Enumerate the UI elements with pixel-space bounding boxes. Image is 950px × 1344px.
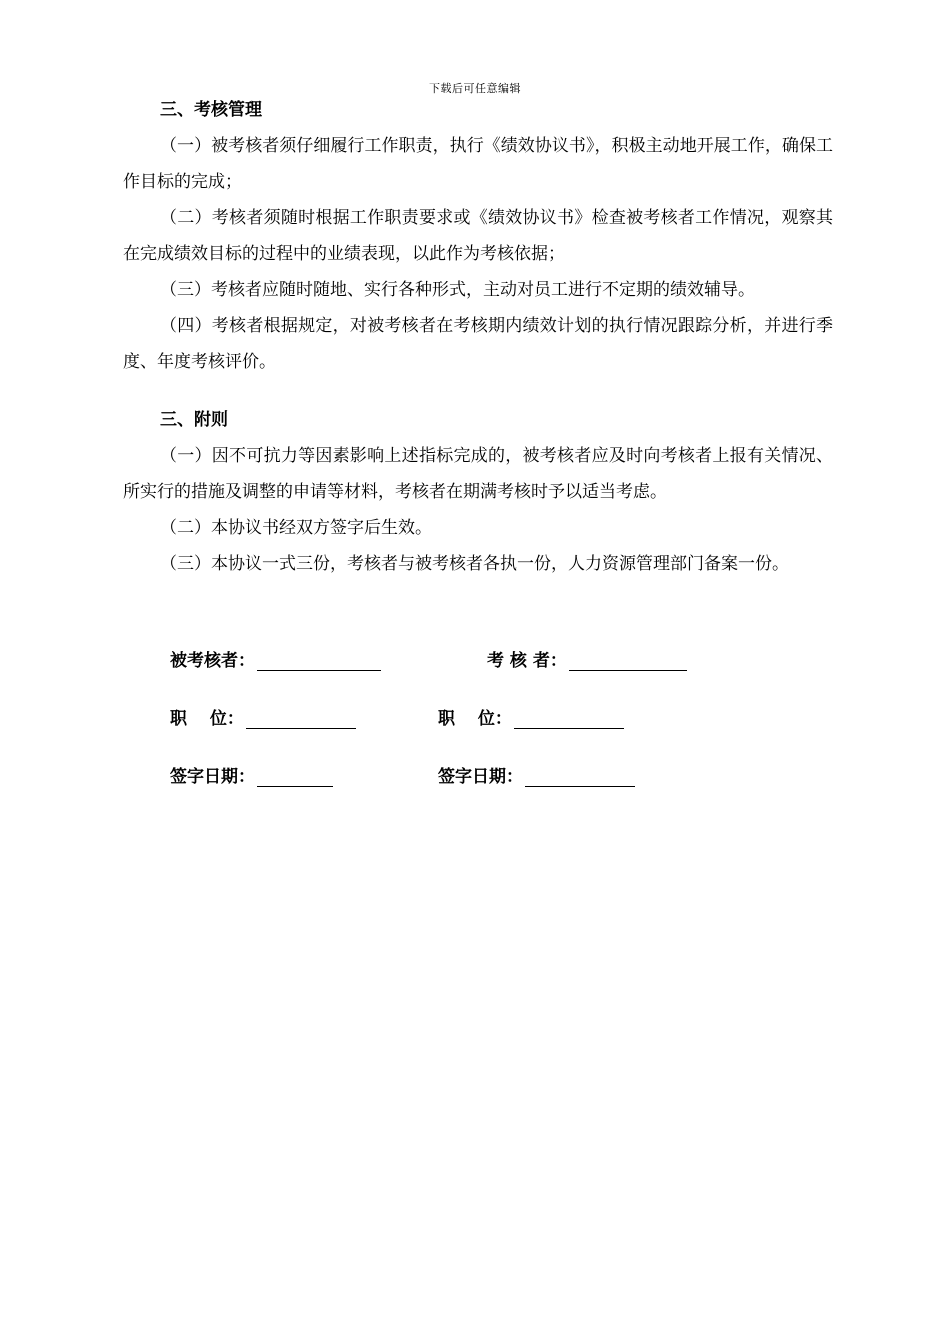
management-item-2: （二）考核者须随时根据工作职责要求或《绩效协议书》检查被考核者工作情况，观察其在完成绩效目标的过程中的业绩表现，以此作为考核依据；	[123, 208, 833, 264]
date-label-left: 签字日期：	[170, 767, 255, 787]
management-item-4: （四）考核者根据规定，对被考核者在考核期内绩效计划的执行情况跟踪分析，并进行季度、年度考核评价。	[123, 316, 833, 372]
signature-row-names	[170, 640, 770, 698]
assessee-signature	[170, 646, 381, 671]
signature-block	[170, 640, 770, 814]
date-label-right: 签字日期：	[438, 767, 523, 787]
header-note: 下载后可任意编辑	[429, 82, 521, 95]
assessor-position-blank-line[interactable]	[514, 712, 624, 729]
section-title-appendix: 三、附则	[160, 410, 228, 430]
assessor-date-blank-line[interactable]	[525, 770, 635, 787]
management-item-1: （一）被考核者须仔细履行工作职责，执行《绩效协议书》，积极主动地开展工作，确保工作目标的完成；	[123, 136, 833, 192]
assessor-date	[438, 762, 635, 787]
assessor-position	[438, 704, 624, 729]
assessee-label: 被考核者：	[170, 651, 255, 671]
management-item-3: （三）考核者应随时随地、实行各种形式，主动对员工进行不定期的绩效辅导。	[160, 280, 755, 300]
signature-row-positions	[170, 698, 770, 756]
section-spacer	[123, 380, 833, 402]
appendix-item-2: （二）本协议书经双方签字后生效。	[160, 518, 432, 538]
assessor-label: 考 核 者：	[487, 651, 567, 671]
assessor-blank-line[interactable]	[569, 654, 687, 671]
appendix-item-1: （一）因不可抗力等因素影响上述指标完成的，被考核者应及时向考核者上报有关情况、所实行的措施及调整的申请等材料，考核者在期满考核时予以适当考虑。	[123, 446, 833, 502]
signature-row-dates	[170, 756, 770, 814]
assessor-signature	[487, 646, 687, 671]
appendix-item-3: （三）本协议一式三份，考核者与被考核者各执一份，人力资源管理部门备案一份。	[160, 554, 789, 574]
section-title-management: 三、考核管理	[160, 100, 262, 120]
assessee-position-blank-line[interactable]	[246, 712, 356, 729]
position-label-left: 职 位：	[170, 709, 244, 729]
assessee-date	[170, 762, 333, 787]
assessee-position	[170, 704, 356, 729]
assessee-blank-line[interactable]	[257, 654, 381, 671]
assessee-date-blank-line[interactable]	[257, 770, 333, 787]
document-body	[123, 92, 833, 582]
position-label-right: 职 位：	[438, 709, 512, 729]
